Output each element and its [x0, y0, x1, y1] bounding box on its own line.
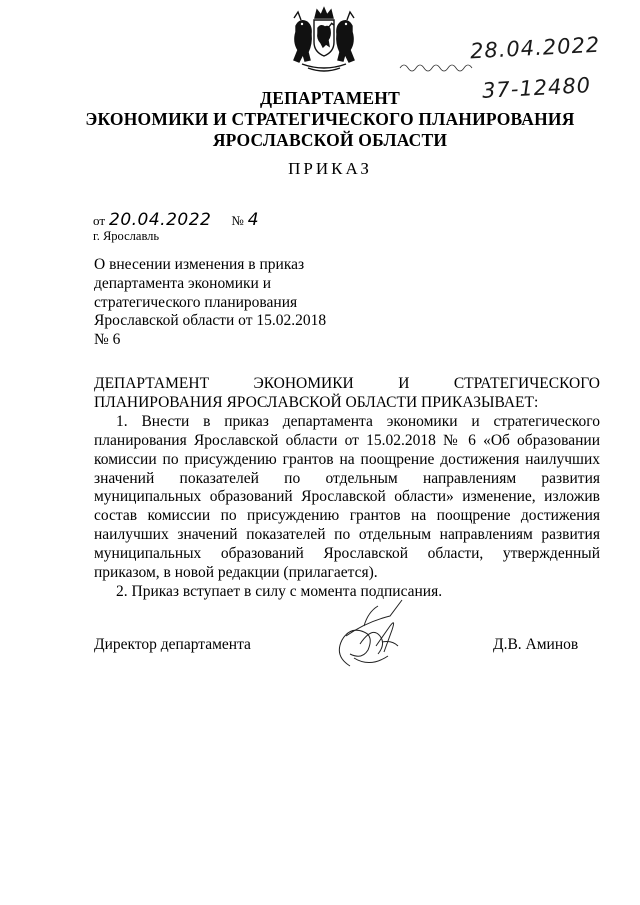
preamble-line-1: ДЕПАРТАМЕНТ ЭКОНОМИКИ И СТРАТЕГИЧЕСКОГО	[94, 375, 600, 392]
preamble-line-2: ПЛАНИРОВАНИЯ ЯРОСЛАВСКОЙ ОБЛАСТИ ПРИКАЗЫВАЕТ:	[94, 393, 539, 411]
order-body	[94, 375, 600, 602]
order-item-1: 1. Внести в приказ департамента экономики и стратегического планирования Ярославской области от 15.02.2018 № 6 «Об образовании комиссии по присуждению грантов на поощрение достижения наилучших значений показателей по отдельным направлениям развития муниципальных образований Ярославской области» изменение, изложив состав комиссии по присуждению грантов на поощрение достижения наилучших значений показателей по отдельным направлениям развития муниципальных образований Ярославской области, утвержденный приказом, в новой редакции (прилагается).	[94, 412, 600, 582]
department-header	[60, 88, 600, 151]
signatory-name: Д.В. Аминов	[493, 636, 579, 653]
subject-line: стратегического планирования	[94, 293, 298, 311]
order-city: г. Ярославль	[93, 229, 160, 243]
order-number-prefix: №	[231, 213, 244, 228]
subject-line: департамента экономики и	[94, 274, 272, 292]
handwritten-signature	[320, 596, 410, 678]
header-line-1: ДЕПАРТАМЕНТ	[260, 88, 400, 108]
order-item-2: 2. Приказ вступает в силу с момента подписания.	[116, 582, 443, 600]
registration-date-handwritten: 28.04.2022	[469, 32, 601, 64]
order-date-line	[93, 210, 263, 230]
document-title: ПРИКАЗ	[288, 159, 372, 178]
order-subject	[94, 256, 344, 350]
order-date-prefix: от	[93, 213, 106, 228]
order-number-handwritten: 4	[247, 210, 260, 230]
subject-line: № 6	[94, 331, 121, 349]
header-line-3: ЯРОСЛАВСКОЙ ОБЛАСТИ	[212, 130, 448, 150]
signatory-position: Директор департамента	[94, 636, 251, 653]
subject-line: Ярославской области от 15.02.2018	[94, 312, 327, 330]
handwritten-scribble	[398, 60, 480, 74]
coat-of-arms-icon	[288, 6, 360, 72]
subject-line: О внесении изменения в приказ	[94, 256, 305, 273]
registration-number-handwritten: 37-12480	[481, 73, 592, 103]
header-line-2: ЭКОНОМИКИ И СТРАТЕГИЧЕСКОГО ПЛАНИРОВАНИЯ	[85, 109, 575, 129]
order-date-handwritten: 20.04.2022	[109, 210, 212, 230]
